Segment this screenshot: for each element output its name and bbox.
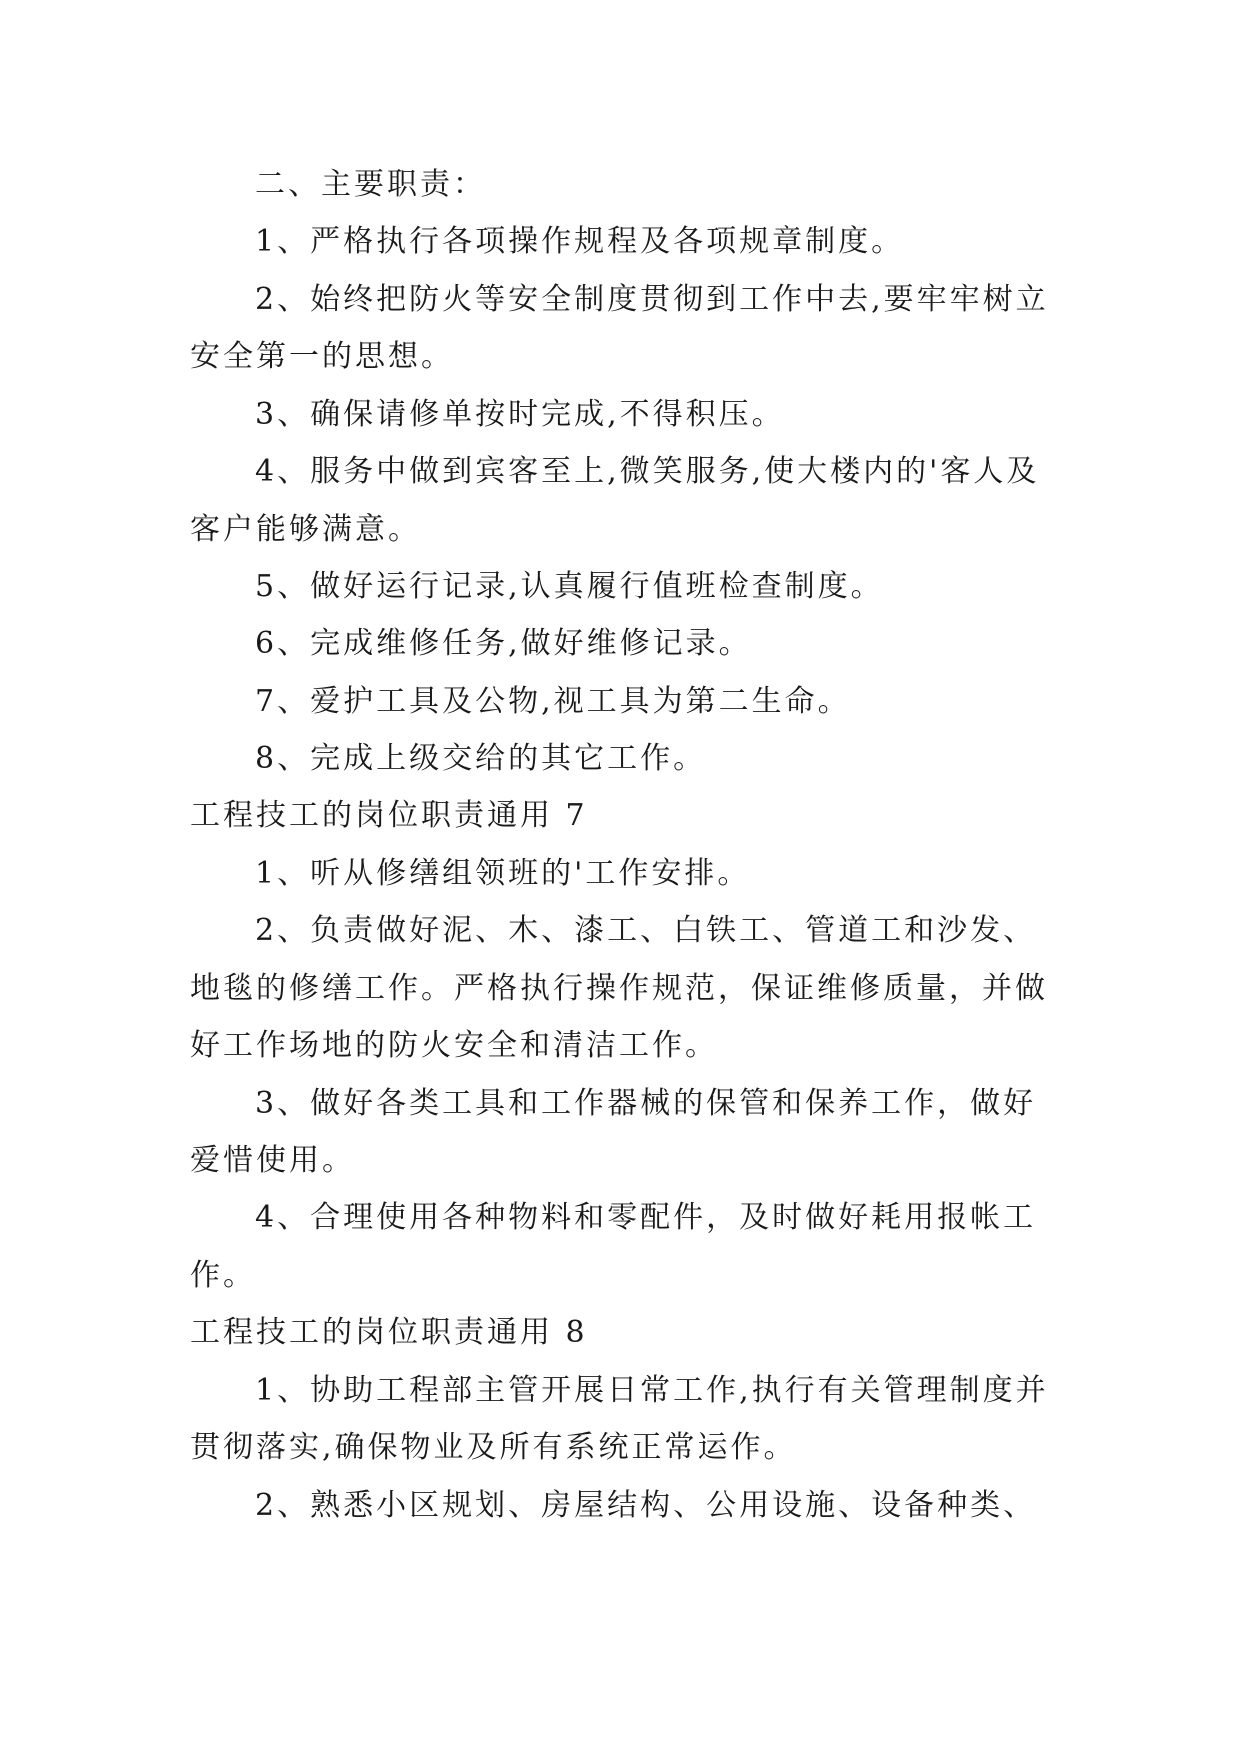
section-heading: 二、主要职责： — [255, 167, 486, 202]
list-item: 1、听从修缮组领班的'工作安排。 — [255, 856, 751, 891]
section-title: 工程技工的岗位职责通用 8 — [190, 1315, 588, 1350]
list-item: 1、协助工程部主管开展日常工作,执行有关管理制度并 — [255, 1373, 1049, 1408]
section-title: 工程技工的岗位职责通用 7 — [190, 798, 588, 833]
list-item: 2、熟悉小区规划、房屋结构、公用设施、设备种类、 — [255, 1488, 1037, 1523]
list-item: 7、爱护工具及公物,视工具为第二生命。 — [255, 684, 851, 719]
list-item-continuation: 贯彻落实,确保物业及所有系统正常运作。 — [190, 1430, 797, 1465]
list-item-continuation: 安全第一的思想。 — [190, 339, 454, 374]
list-item: 4、服务中做到宾客至上,微笑服务,使大楼内的'客人及 — [255, 454, 1040, 489]
list-item: 2、负责做好泥、木、漆工、白铁工、管道工和沙发、 — [255, 913, 1037, 948]
list-item: 8、完成上级交给的其它工作。 — [255, 741, 707, 776]
list-item: 6、完成维修任务,做好维修记录。 — [255, 626, 752, 661]
list-item-continuation: 地毯的修缮工作。严格执行操作规范，保证维修质量，并做 — [190, 971, 1048, 1006]
list-item: 2、始终把防火等安全制度贯彻到工作中去,要牢牢树立 — [255, 282, 1049, 317]
list-item-continuation: 好工作场地的防火安全和清洁工作。 — [190, 1028, 718, 1063]
list-item-continuation: 爱惜使用。 — [190, 1143, 355, 1178]
list-item-continuation: 客户能够满意。 — [190, 512, 421, 547]
list-item: 3、确保请修单按时完成,不得积压。 — [255, 397, 785, 432]
list-item: 1、严格执行各项操作规程及各项规章制度。 — [255, 224, 905, 259]
list-item: 3、做好各类工具和工作器械的保管和保养工作，做好 — [255, 1086, 1037, 1121]
list-item: 4、合理使用各种物料和零配件，及时做好耗用报帐工 — [255, 1200, 1037, 1235]
list-item-continuation: 作。 — [190, 1258, 256, 1293]
list-item: 5、做好运行记录,认真履行值班检查制度。 — [255, 569, 884, 604]
